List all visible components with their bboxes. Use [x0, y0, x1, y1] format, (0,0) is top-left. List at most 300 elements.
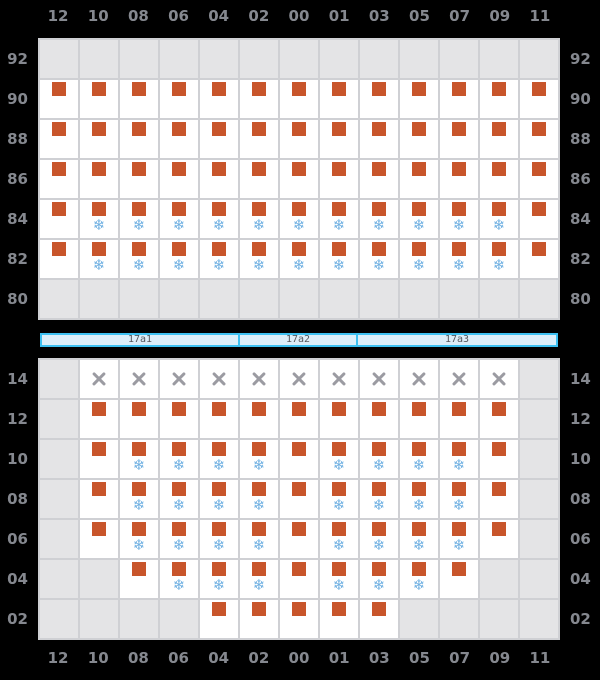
- snowflake-icon: ❄: [252, 496, 266, 514]
- cell-06-02: [160, 600, 198, 638]
- cell-12-10: [40, 440, 78, 478]
- status-square-icon: [452, 122, 466, 136]
- cell-01-10[interactable]: [320, 440, 358, 478]
- cell-01-88[interactable]: [320, 120, 358, 158]
- cell-03-06[interactable]: [360, 520, 398, 558]
- cell-00-84[interactable]: [280, 200, 318, 238]
- cell-00-80: [280, 280, 318, 318]
- cell-08-12[interactable]: [120, 400, 158, 438]
- status-square-icon: [172, 442, 186, 456]
- cell-12-84[interactable]: [40, 200, 78, 238]
- cell-06-88[interactable]: [160, 120, 198, 158]
- cell-08-08[interactable]: [120, 480, 158, 518]
- status-square-icon: [172, 82, 186, 96]
- cell-00-02[interactable]: [280, 600, 318, 638]
- cell-02-88[interactable]: [240, 120, 278, 158]
- column-label-01: 01: [328, 7, 350, 25]
- bottom-column-labels: [38, 644, 560, 672]
- snowflake-icon: ❄: [372, 216, 386, 234]
- cell-12-82[interactable]: [40, 240, 78, 278]
- status-square-icon: [52, 162, 66, 176]
- status-square-icon: [172, 202, 186, 216]
- cell-11-88[interactable]: [520, 120, 558, 158]
- x-mark-icon: [210, 370, 228, 388]
- status-square-icon: [92, 442, 106, 456]
- cell-09-82[interactable]: [480, 240, 518, 278]
- snowflake-icon: ❄: [412, 576, 426, 594]
- cell-03-04[interactable]: [360, 560, 398, 598]
- cell-07-04[interactable]: [440, 560, 478, 598]
- cell-01-04[interactable]: [320, 560, 358, 598]
- cell-02-12[interactable]: [240, 400, 278, 438]
- cell-05-06[interactable]: [400, 520, 438, 558]
- row-label-86: 86: [7, 170, 28, 188]
- status-square-icon: [372, 122, 386, 136]
- snowflake-icon: ❄: [452, 456, 466, 474]
- cell-10-84[interactable]: [80, 200, 118, 238]
- status-square-icon: [212, 242, 226, 256]
- cell-04-82[interactable]: [200, 240, 238, 278]
- cell-10-92: [80, 40, 118, 78]
- cell-04-06[interactable]: [200, 520, 238, 558]
- status-square-icon: [452, 242, 466, 256]
- cell-07-06[interactable]: [440, 520, 478, 558]
- x-mark-icon: [290, 370, 308, 388]
- row-label-80: 80: [570, 290, 591, 308]
- x-mark-icon: [450, 370, 468, 388]
- column-label-06: 06: [168, 649, 189, 667]
- status-square-icon: [412, 562, 426, 576]
- cell-10-86[interactable]: [80, 160, 118, 198]
- cell-11-82[interactable]: [520, 240, 558, 278]
- cell-05-88[interactable]: [400, 120, 438, 158]
- cell-00-86[interactable]: [280, 160, 318, 198]
- cell-09-86[interactable]: [480, 160, 518, 198]
- cell-06-04[interactable]: [160, 560, 198, 598]
- status-square-icon: [252, 202, 266, 216]
- status-square-icon: [412, 82, 426, 96]
- cell-05-14[interactable]: [400, 360, 438, 398]
- status-square-icon: [412, 482, 426, 496]
- row-label-04: 04: [570, 570, 591, 588]
- cell-08-06[interactable]: [120, 520, 158, 558]
- cell-12-02: [40, 600, 78, 638]
- cell-10-10[interactable]: [80, 440, 118, 478]
- status-square-icon: [332, 442, 346, 456]
- cell-06-06[interactable]: [160, 520, 198, 558]
- status-square-icon: [132, 402, 146, 416]
- cell-02-82[interactable]: [240, 240, 278, 278]
- cell-02-80: [240, 280, 278, 318]
- cell-10-08[interactable]: [80, 480, 118, 518]
- column-label-00: 00: [288, 7, 310, 25]
- cell-08-04[interactable]: [120, 560, 158, 598]
- cell-01-82[interactable]: [320, 240, 358, 278]
- cell-12-90[interactable]: [40, 80, 78, 118]
- cell-08-84[interactable]: [120, 200, 158, 238]
- status-square-icon: [172, 562, 186, 576]
- snowflake-icon: ❄: [492, 216, 506, 234]
- column-label-04: 04: [208, 7, 230, 25]
- cell-04-14[interactable]: [200, 360, 238, 398]
- status-square-icon: [252, 82, 266, 96]
- cell-04-08[interactable]: [200, 480, 238, 518]
- cell-00-92: [280, 40, 318, 78]
- cell-03-90[interactable]: [360, 80, 398, 118]
- status-square-icon: [172, 522, 186, 536]
- cell-01-06[interactable]: [320, 520, 358, 558]
- cell-06-82[interactable]: [160, 240, 198, 278]
- cell-02-02[interactable]: [240, 600, 278, 638]
- cell-01-14[interactable]: [320, 360, 358, 398]
- row-label-84: 84: [570, 210, 591, 228]
- cell-04-84[interactable]: [200, 200, 238, 238]
- cell-10-90[interactable]: [80, 80, 118, 118]
- cell-12-92: [40, 40, 78, 78]
- cell-09-88[interactable]: [480, 120, 518, 158]
- cell-05-90[interactable]: [400, 80, 438, 118]
- cell-11-02: [520, 600, 558, 638]
- status-square-icon: [212, 122, 226, 136]
- cell-05-80: [400, 280, 438, 318]
- snowflake-icon: ❄: [212, 456, 226, 474]
- snowflake-icon: ❄: [332, 536, 346, 554]
- status-square-icon: [172, 482, 186, 496]
- row-label-12: 12: [7, 410, 28, 428]
- cell-04-88[interactable]: [200, 120, 238, 158]
- cell-10-04: [80, 560, 118, 598]
- cell-10-12[interactable]: [80, 400, 118, 438]
- cell-03-02[interactable]: [360, 600, 398, 638]
- cell-07-08[interactable]: [440, 480, 478, 518]
- snowflake-icon: ❄: [92, 256, 106, 274]
- cell-04-12[interactable]: [200, 400, 238, 438]
- status-square-icon: [172, 242, 186, 256]
- cell-12-86[interactable]: [40, 160, 78, 198]
- cell-07-12[interactable]: [440, 400, 478, 438]
- cell-11-80: [520, 280, 558, 318]
- status-square-icon: [372, 482, 386, 496]
- column-label-06: 06: [168, 7, 189, 25]
- snowflake-icon: ❄: [92, 216, 106, 234]
- snowflake-icon: ❄: [212, 536, 226, 554]
- snowflake-icon: ❄: [332, 496, 346, 514]
- x-mark-icon: [410, 370, 428, 388]
- status-square-icon: [372, 242, 386, 256]
- column-label-05: 05: [409, 7, 430, 25]
- cell-00-04[interactable]: [280, 560, 318, 598]
- row-label-82: 82: [570, 250, 591, 268]
- cell-01-90[interactable]: [320, 80, 358, 118]
- status-square-icon: [92, 242, 106, 256]
- cell-07-90[interactable]: [440, 80, 478, 118]
- cell-04-02[interactable]: [200, 600, 238, 638]
- cell-08-90[interactable]: [120, 80, 158, 118]
- status-square-icon: [412, 442, 426, 456]
- row-label-84: 84: [7, 210, 28, 228]
- cell-02-08[interactable]: [240, 480, 278, 518]
- status-square-icon: [452, 202, 466, 216]
- cell-09-14[interactable]: [480, 360, 518, 398]
- status-square-icon: [252, 162, 266, 176]
- cell-08-82[interactable]: [120, 240, 158, 278]
- cell-09-04: [480, 560, 518, 598]
- cell-06-08[interactable]: [160, 480, 198, 518]
- row-label-10: 10: [7, 450, 28, 468]
- status-square-icon: [252, 602, 266, 616]
- cell-10-06[interactable]: [80, 520, 118, 558]
- status-square-icon: [92, 82, 106, 96]
- cell-01-02[interactable]: [320, 600, 358, 638]
- row-label-92: 92: [570, 50, 591, 68]
- cell-00-10[interactable]: [280, 440, 318, 478]
- snowflake-icon: ❄: [212, 256, 226, 274]
- cell-10-02: [80, 600, 118, 638]
- cell-11-86[interactable]: [520, 160, 558, 198]
- cell-03-08[interactable]: [360, 480, 398, 518]
- cell-09-08[interactable]: [480, 480, 518, 518]
- status-square-icon: [332, 82, 346, 96]
- cell-11-90[interactable]: [520, 80, 558, 118]
- cell-04-10[interactable]: [200, 440, 238, 478]
- cell-05-86[interactable]: [400, 160, 438, 198]
- cell-03-82[interactable]: [360, 240, 398, 278]
- status-square-icon: [332, 602, 346, 616]
- cell-02-14[interactable]: [240, 360, 278, 398]
- cell-04-80: [200, 280, 238, 318]
- cell-06-92: [160, 40, 198, 78]
- cell-11-14: [520, 360, 558, 398]
- snowflake-icon: ❄: [252, 576, 266, 594]
- row-label-06: 06: [570, 530, 591, 548]
- cell-05-82[interactable]: [400, 240, 438, 278]
- cell-03-12[interactable]: [360, 400, 398, 438]
- status-square-icon: [412, 242, 426, 256]
- column-label-02: 02: [248, 649, 270, 667]
- snowflake-icon: ❄: [332, 216, 346, 234]
- status-square-icon: [92, 162, 106, 176]
- snowflake-icon: ❄: [372, 536, 386, 554]
- cell-07-10[interactable]: [440, 440, 478, 478]
- snowflake-icon: ❄: [132, 456, 146, 474]
- cell-03-86[interactable]: [360, 160, 398, 198]
- cell-06-10[interactable]: [160, 440, 198, 478]
- status-square-icon: [92, 402, 106, 416]
- cell-09-10[interactable]: [480, 440, 518, 478]
- snowflake-icon: ❄: [452, 256, 466, 274]
- status-square-icon: [452, 402, 466, 416]
- status-square-icon: [332, 122, 346, 136]
- top-chart-right-row-labels: [560, 38, 594, 320]
- cell-05-04[interactable]: [400, 560, 438, 598]
- status-square-icon: [492, 82, 506, 96]
- cell-06-84[interactable]: [160, 200, 198, 238]
- cell-09-92: [480, 40, 518, 78]
- column-label-10: 10: [87, 7, 109, 25]
- cell-09-90[interactable]: [480, 80, 518, 118]
- cell-05-84[interactable]: [400, 200, 438, 238]
- cell-03-14[interactable]: [360, 360, 398, 398]
- x-mark-icon: [130, 370, 148, 388]
- cell-00-08[interactable]: [280, 480, 318, 518]
- cell-12-88[interactable]: [40, 120, 78, 158]
- column-label-07: 07: [449, 649, 471, 667]
- cell-03-88[interactable]: [360, 120, 398, 158]
- top-status-grid: [38, 38, 560, 320]
- cell-10-14[interactable]: [80, 360, 118, 398]
- status-square-icon: [492, 202, 506, 216]
- cell-12-80: [40, 280, 78, 318]
- status-square-icon: [92, 122, 106, 136]
- cell-02-04[interactable]: [240, 560, 278, 598]
- cell-04-90[interactable]: [200, 80, 238, 118]
- cell-07-80: [440, 280, 478, 318]
- snowflake-icon: ❄: [212, 216, 226, 234]
- cell-05-08[interactable]: [400, 480, 438, 518]
- cell-09-12[interactable]: [480, 400, 518, 438]
- bar-segment-17a3[interactable]: [356, 333, 558, 347]
- cell-09-06[interactable]: [480, 520, 518, 558]
- cell-02-84[interactable]: [240, 200, 278, 238]
- cell-10-88[interactable]: [80, 120, 118, 158]
- cell-01-84[interactable]: [320, 200, 358, 238]
- snowflake-icon: ❄: [492, 256, 506, 274]
- status-square-icon: [372, 162, 386, 176]
- status-square-icon: [332, 242, 346, 256]
- status-square-icon: [52, 202, 66, 216]
- column-label-04: 04: [208, 649, 230, 667]
- cell-07-84[interactable]: [440, 200, 478, 238]
- cell-11-84[interactable]: [520, 200, 558, 238]
- status-square-icon: [412, 402, 426, 416]
- cell-08-86[interactable]: [120, 160, 158, 198]
- cell-00-06[interactable]: [280, 520, 318, 558]
- snowflake-icon: ❄: [292, 216, 306, 234]
- cell-07-88[interactable]: [440, 120, 478, 158]
- cell-06-86[interactable]: [160, 160, 198, 198]
- status-square-icon: [132, 562, 146, 576]
- column-label-07: 07: [449, 7, 471, 25]
- cell-02-90[interactable]: [240, 80, 278, 118]
- cell-09-84[interactable]: [480, 200, 518, 238]
- snowflake-icon: ❄: [372, 256, 386, 274]
- snowflake-icon: ❄: [172, 536, 186, 554]
- cell-11-10: [520, 440, 558, 478]
- cell-00-12[interactable]: [280, 400, 318, 438]
- column-label-00: 00: [288, 649, 310, 667]
- snowflake-icon: ❄: [452, 216, 466, 234]
- cell-08-92: [120, 40, 158, 78]
- cell-01-08[interactable]: [320, 480, 358, 518]
- status-square-icon: [52, 242, 66, 256]
- cell-05-12[interactable]: [400, 400, 438, 438]
- row-label-80: 80: [7, 290, 28, 308]
- status-square-icon: [132, 242, 146, 256]
- x-mark-icon: [250, 370, 268, 388]
- cell-11-06: [520, 520, 558, 558]
- cell-00-88[interactable]: [280, 120, 318, 158]
- cell-05-10[interactable]: [400, 440, 438, 478]
- cell-06-12[interactable]: [160, 400, 198, 438]
- snowflake-icon: ❄: [412, 536, 426, 554]
- bottom-chart-right-row-labels: [560, 358, 594, 640]
- cell-03-10[interactable]: [360, 440, 398, 478]
- cell-07-86[interactable]: [440, 160, 478, 198]
- cell-00-90[interactable]: [280, 80, 318, 118]
- status-square-icon: [412, 162, 426, 176]
- cell-07-14[interactable]: [440, 360, 478, 398]
- status-square-icon: [492, 402, 506, 416]
- cell-01-80: [320, 280, 358, 318]
- cell-04-04[interactable]: [200, 560, 238, 598]
- snowflake-icon: ❄: [252, 456, 266, 474]
- cell-08-88[interactable]: [120, 120, 158, 158]
- bar-segment-17a1[interactable]: [40, 333, 240, 347]
- status-square-icon: [212, 162, 226, 176]
- x-mark-icon: [330, 370, 348, 388]
- x-mark-icon: [370, 370, 388, 388]
- cell-06-90[interactable]: [160, 80, 198, 118]
- cell-03-84[interactable]: [360, 200, 398, 238]
- cell-02-86[interactable]: [240, 160, 278, 198]
- cell-07-92: [440, 40, 478, 78]
- cell-08-10[interactable]: [120, 440, 158, 478]
- snowflake-icon: ❄: [372, 496, 386, 514]
- cell-06-80: [160, 280, 198, 318]
- snowflake-icon: ❄: [372, 576, 386, 594]
- cell-01-86[interactable]: [320, 160, 358, 198]
- cell-06-14[interactable]: [160, 360, 198, 398]
- snowflake-icon: ❄: [172, 496, 186, 514]
- cell-00-14[interactable]: [280, 360, 318, 398]
- snowflake-icon: ❄: [132, 536, 146, 554]
- status-square-icon: [252, 122, 266, 136]
- cell-03-92: [360, 40, 398, 78]
- cell-02-06[interactable]: [240, 520, 278, 558]
- cell-04-86[interactable]: [200, 160, 238, 198]
- cell-08-14[interactable]: [120, 360, 158, 398]
- cell-12-06: [40, 520, 78, 558]
- status-square-icon: [292, 602, 306, 616]
- cell-01-12[interactable]: [320, 400, 358, 438]
- cell-11-04: [520, 560, 558, 598]
- status-square-icon: [332, 162, 346, 176]
- status-square-icon: [292, 482, 306, 496]
- status-square-icon: [492, 242, 506, 256]
- status-square-icon: [372, 202, 386, 216]
- snowflake-icon: ❄: [412, 456, 426, 474]
- row-label-08: 08: [570, 490, 591, 508]
- row-label-02: 02: [7, 610, 28, 628]
- status-square-icon: [212, 482, 226, 496]
- status-square-icon: [332, 402, 346, 416]
- row-label-10: 10: [570, 450, 591, 468]
- status-square-icon: [212, 602, 226, 616]
- status-square-icon: [532, 162, 546, 176]
- bar-segment-17a2[interactable]: [238, 333, 358, 347]
- cell-07-82[interactable]: [440, 240, 478, 278]
- snowflake-icon: ❄: [172, 256, 186, 274]
- row-label-92: 92: [7, 50, 28, 68]
- snowflake-icon: ❄: [172, 216, 186, 234]
- cell-10-82[interactable]: [80, 240, 118, 278]
- status-square-icon: [492, 522, 506, 536]
- column-label-11: 11: [529, 649, 551, 667]
- cell-00-82[interactable]: [280, 240, 318, 278]
- cell-09-80: [480, 280, 518, 318]
- status-square-icon: [492, 162, 506, 176]
- cell-02-10[interactable]: [240, 440, 278, 478]
